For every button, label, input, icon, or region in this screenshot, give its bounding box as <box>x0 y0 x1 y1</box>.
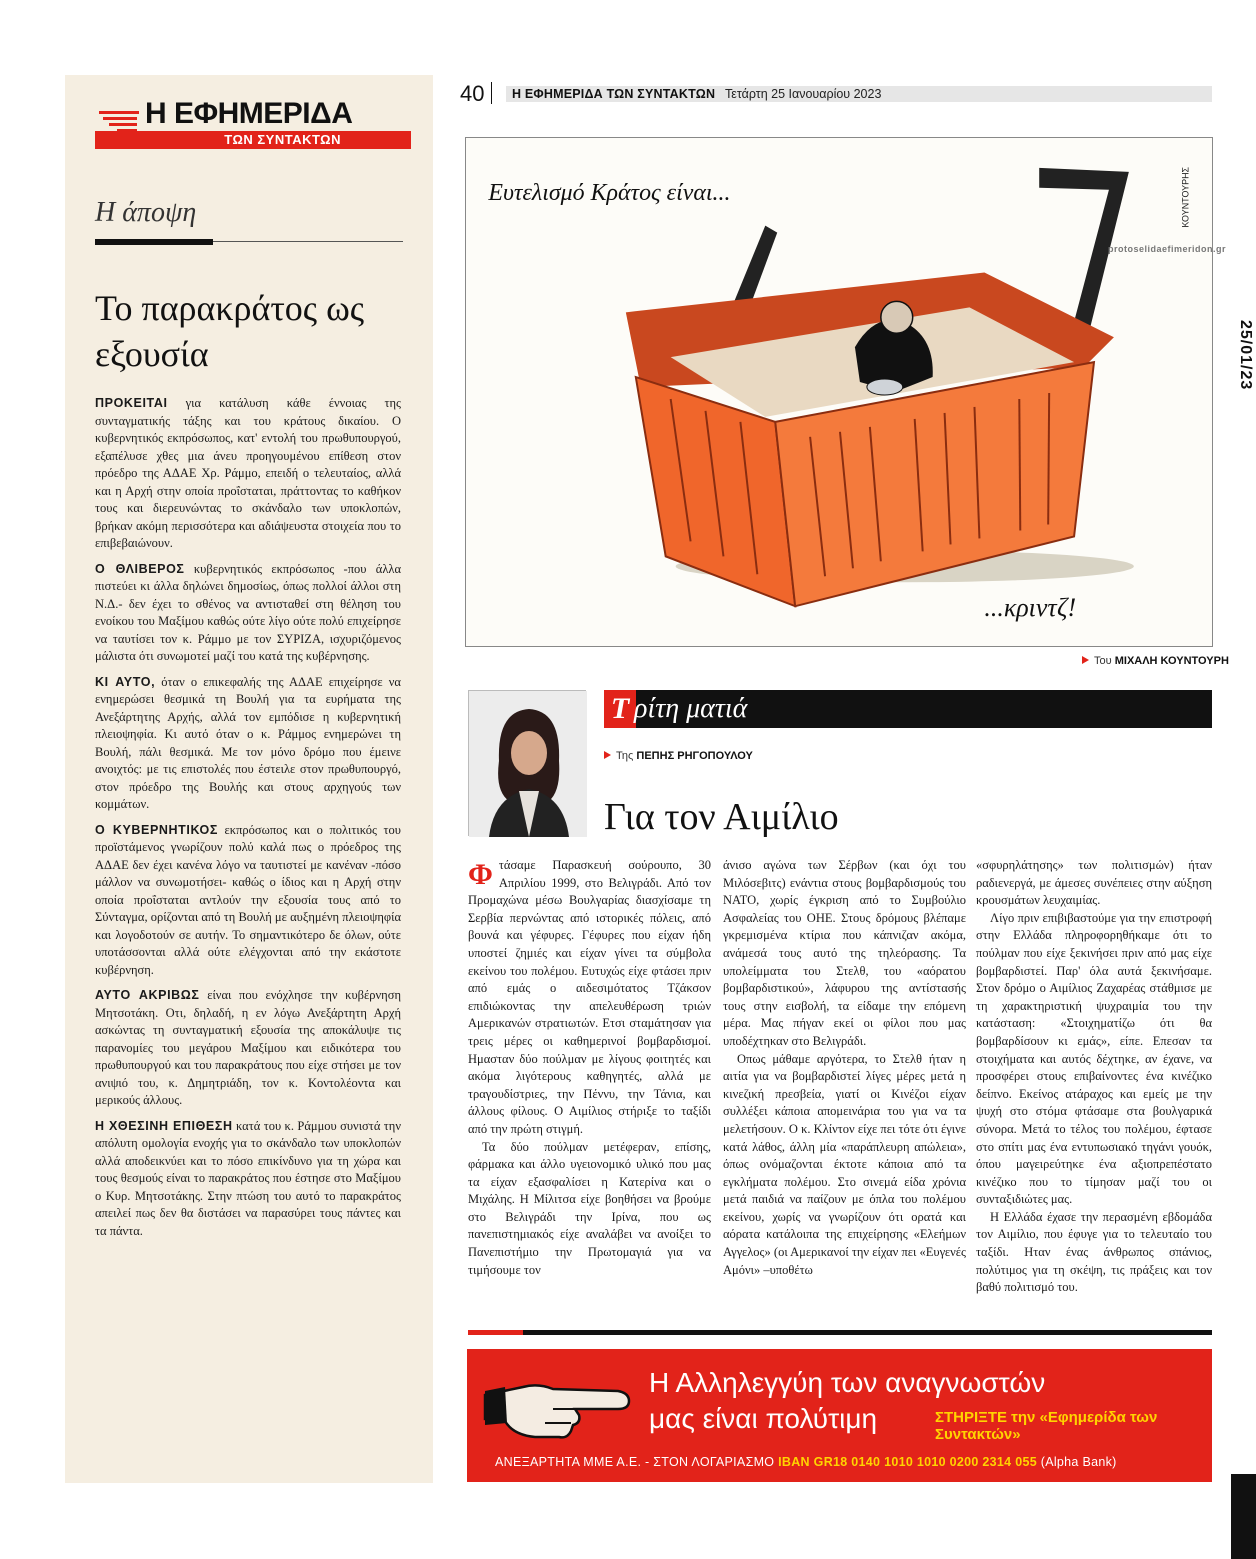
opinion-paragraph <box>95 822 401 980</box>
ad-account-line <box>495 1455 1117 1469</box>
article-paragraph: Η Ελλάδα έχασε την περασμένη εβδομάδα τον Αιμίλιο, που έφυγε για το τελευταίο του ταξίδι. Ηταν ένας άνθρωπος σπάνιος, πολύτιμος για τη σκέψη, τις πράξεις και τον βαθύ πολιτισμό του. <box>976 1209 1212 1295</box>
article-paragraph: Λίγο πριν επιβιβαστούμε για την επιστροφή στην Ελλάδα πληροφορηθήκαμε ότι το πούλμαν που είχε ξεκινήσει πριν από μας είχε βομβαρδιστεί. Παρ' όλα αυτά ξεκινήσαμε. Στον δρόμο ο Αιμίλιος Ζαχαρέας στάθμισε με τη χαρακτηριστική ψυχραιμία του την κατάσταση: «Στοιχηματίζω ότι θα βομβαρδίσουν κι εμάς», είπε. Επεσαν τα στοιχήματα και αυτός δέχτηκε, αν έχανε, να προσφέρει στους επιβαίνοντες ένα κινέζικο δείπνο. Εκείνος ατάραχος και εμείς με την ψυχή στο στόμα φτάσαμε στα βουλγαρικά σύνορα. Μετά το τέλος του πολέμου, έφτασε στο σπίτι μας ένα εντυπωσιακό τηγάνι γουόκ, όπου μαγειρεύτηκε ένα αξιοπρεπέστατο κινέζικο που το τίμησαν μαζί του οι συνταξιδιώτες μας. <box>976 910 1212 1207</box>
ad-title: Η Αλληλεγγύη των αναγνωστών <box>649 1367 1046 1398</box>
author-photo <box>468 690 586 836</box>
paragraph-lead: Ο ΚΥΒΕΡΝΗΤΙΚΟΣ <box>95 822 218 837</box>
header-date: Τετάρτη 25 Ιανουαρίου 2023 <box>725 87 882 101</box>
paragraph-lead: ΠΡΟΚΕΙΤΑΙ <box>95 396 168 410</box>
section-label: Η άποψη <box>95 197 197 228</box>
article-paragraph: Οπως μάθαμε αργότερα, το Στελθ ήταν η αιτία για να βομβαρδιστεί λίγες μέρες μετά η κινεζική πρεσβεία, γιατί οι Κινέζοι είχαν συλλέξει κάποια απομεινάρια του για να τα μελετήσουν. Ο κ. Κλίντον είχε πει τότε ότι έγινε κατά λάθος, άλλη μία «παράπλευρη απώλεια», όπως ονόμαζονται έκτοτε κάποια από τα εγκλήματα πολέμου. Στο σινεμά είδα χρόνια μετά παιδιά να παίζουν με όπλα του πολέμου εκείνου, χωρίς να γνωρίζουν ότι ορατά και αόρατα κατάλοιπα της επιχείρησης «Ελεήμων Αγγελος» (οι Αμερικανοί την είχαν πει «Ευγενές Αμόνι» –υποθέτω <box>723 1051 966 1277</box>
edge-date-text: 25/01/23 <box>1237 320 1254 391</box>
paragraph-text: κατά του κ. Ράμμου συνιστά την απόλυτη ομολογία ενοχής για το σκάνδαλο των υποκλοπών αλλά αποδεικνύει και το πόσο επικίνδυνο για τη χώρα και τους θεσμούς είναι το παρακράτος που έστησε στο Μαξίμου ο Κυρ. Μητσοτάκης. Στην πτώση του αυτό το παρακράτος απειλεί πως δεν θα διστάσει να παρασύρει τους πάντες και τα πάντα. <box>95 1118 401 1238</box>
author-portrait-icon <box>469 691 587 837</box>
paragraph-lead: ΚΙ ΑΥΤΟ, <box>95 674 156 689</box>
article-paragraph: Τα δύο πούλμαν μετέφεραν, επίσης, φάρμακα και άλλο υγειονομικό υλικό που μας τα είχαν εξασφαλίσει η Κατερίνα και ο Μιχάλης. Η Μίλιτσα είχε βοηθήσει να βρούμε στο Βελιγράδι την Ιρίνα, που ως πανεπιστημιακός είχε αναλάβει να ανοίξει το Πανεπιστήμιο την Πρωτομαγιά για να τιμήσουμε τον <box>468 1139 711 1277</box>
triangle-icon <box>604 751 611 759</box>
solidarity-banner[interactable] <box>467 1349 1212 1482</box>
opinion-paragraph <box>95 987 401 1110</box>
article-column-3 <box>976 857 1212 1297</box>
column-title: ρίτη ματιά <box>634 693 748 724</box>
paragraph-lead: Η ΧΘΕΣΙΝΗ ΕΠΙΘΕΣΗ <box>95 1118 233 1133</box>
byline-name: ΠΕΠΗΣ ΡΗΓΟΠΟΥΛΟΥ <box>636 750 753 762</box>
ad-rule <box>523 1330 1212 1335</box>
edge-date <box>1226 320 1256 440</box>
cartoon-drawing <box>466 138 1212 646</box>
page-number: 40 <box>460 81 485 106</box>
article-column-1 <box>468 857 711 1279</box>
paragraph-text: για κατάλυση κάθε έννοιας της συνταγματικής τάξης και του κράτους δικαίου. Ο κυβερνητικός εκπρόσωπος, κατ' εντολή του πρωθυπουργού, εξαπέλυσε χθες μια άνευ προηγουμένου επίθεση στον πρόεδρο της ΑΔΑΕ Χρ. Ράμμο, επειδή ο τελευταίος, αλλά και η Αρχή στην οποία προΐσταται, πράττοντας το καθήκον τους και διερευνώντας το σκάνδαλο των υποκλοπών, βρήκαν ακόμη περισσότερα και αδιάψευστα στοιχεία που το επιβεβαιώνουν. <box>95 396 401 550</box>
header-paper-name: Η ΕΦΗΜΕΡΙΔΑ ΤΩΝ ΣΥΝΤΑΚΤΩΝ <box>512 87 716 101</box>
ad-rule-accent <box>468 1330 523 1335</box>
paragraph-lead: ΑΥΤΟ ΑΚΡΙΒΩΣ <box>95 988 200 1002</box>
ad-bank-name: (Alpha Bank) <box>1040 1455 1117 1469</box>
article-paragraph <box>468 857 711 1139</box>
paragraph-text: εκπρόσωπος και ο πολιτικός του προϊστάμενος γνωρίζουν πολύ καλά πως ο πρόεδρος της ΑΔΑΕ δεν έχει κανένα λόγο να ταυτιστεί με κανέναν -πόσο μάλλον να συνωμοτήσει- καθώς ο ίδιος και η Αρχή στην οποία προΐσταται αντλούν την εξουσία τους από το Σύνταγμα, ορίζονται από τη Βουλή με αυξημένη πλειοψηφία και λογοδοτούν σε αυτήν. Το σημαντικότερο δε όλων, ούτε υποτάσσονται αλλά ούτε ελέγχονται από την εκάστοτε κυβέρνηση. <box>95 822 401 977</box>
paragraph-text: όταν ο επικεφαλής της ΑΔΑΕ επιχείρησε να ενημερώσει θεσμικά τη Βουλή για τα ευρήματα της Ανεξάρτητης Αρχής, αλλά τον εμπόδισε η κυβερνητική πλειοψηφία. Κι αυτό όταν ο κ. Ράμμος ενημερώνει τη Βουλή, πάλι θεσμικά. Με τον μόνο δρόμο που έμεινε ανοιχτός: με τις επιστολές που έστειλε στον πρωθυπουργό, στον πρόεδρο της Βουλής και στους αρχηγούς των κομμάτων. <box>95 674 401 811</box>
cartoon <box>465 137 1213 647</box>
cartoon-caption-top: Ευτελισμό Κράτος είναι... <box>488 179 731 206</box>
credit-name: ΜΙΧΑΛΗ ΚΟΥΝΤΟΥΡΗ <box>1114 655 1229 667</box>
credit-prefix: Του <box>1094 655 1112 667</box>
paragraph-text: είναι που ενόχλησε την κυβέρνηση Μητσοτάκη. Οτι, δηλαδή, η εν λόγω Ανεξάρτητη Αρχή ασκώντας τη συνταγματική εξουσία της αποκάλυψε τις παρανομίες του μεγάρου Μαξίμου και ειδικότερα του πρωθυπουργού και του παρακράτους που είχε στήσει με τον ανιψιό του, κ. Δημητριάδη, τον κ. Κοντολέοντα και μερικούς άλλους. <box>95 988 401 1107</box>
byline <box>604 750 753 762</box>
article-title: Για τον Αιμίλιο <box>604 796 839 838</box>
newspaper-logo <box>93 97 413 149</box>
opinion-paragraph <box>95 674 401 814</box>
cartoon-caption-bottom: ...κριντζ! <box>984 593 1077 623</box>
pointing-hand-icon <box>483 1365 633 1445</box>
opinion-paragraph <box>95 1118 401 1241</box>
article-column-2 <box>723 857 966 1279</box>
ad-account-prefix: ΑΝΕΞΑΡΤΗΤΑ ΜΜΕ Α.Ε. - ΣΤΟΝ ΛΟΓΑΡΙΑΣΜΟ <box>495 1455 775 1469</box>
article-paragraph: «σφυρηλάτησης» των πολιτισμών) ήταν ραδιενεργά, με άμεσες συνέπειες στην αύξηση κρουσμάτων λευχαιμίας. <box>976 858 1212 908</box>
paragraph-lead: Ο ΘΛΙΒΕΡΟΣ <box>95 561 185 576</box>
watermark: protoselidaefimeridon.gr <box>1108 244 1227 254</box>
paragraph-text: κυβερνητικός εκπρόσωπος -που άλλα πιστεύει κι άλλα δηλώνει δημοσίως, όπως πολλοί άλλοι στη Ν.Δ.- δεν έχει το σθένος να αντισταθεί στη θέληση του ενοίκου του Μαξίμου καθώς ούτε λίγο ούτε πολύ επιχείρησε να ταυτίσει τον κ. Ράμμο με τον ΣΥΡΙΖΑ, ισχυριζόμενος μάλιστα ότι συνωμοτεί μαζί του κατά της κυβέρνησης. <box>95 561 401 663</box>
cartoon-credit <box>1082 655 1229 667</box>
logo-sub-text: ΤΩΝ ΣΥΝΤΑΚΤΩΝ <box>95 131 411 149</box>
opinion-title: Το παρακράτος ως εξουσία <box>95 288 365 374</box>
byline-prefix: Της <box>616 750 634 762</box>
cartoon-signature: ΚΟΥΝΤΟΥΡΗΣ <box>1180 166 1191 228</box>
logo-main-text: Η ΕΦΗΜΕΡΙΔΑ <box>145 97 353 130</box>
section-rule-accent <box>95 239 213 245</box>
ad-iban-number: GR18 0140 1010 1010 0200 2314 055 <box>813 1455 1037 1469</box>
triangle-icon <box>1082 656 1089 664</box>
drop-cap: Φ <box>468 858 493 891</box>
paragraph-text: τάσαμε Παρασκευή σούρουπο, 30 Απριλίου 1999, στο Βελιγράδι. Από τον Προμαχώνα μέσω Βουλγαρίας διασχίσαμε τη Σερβία περνώντας από ιστορικές πόλεις, από βουνά και γέφυρες. Γέφυρες που είχαν ήδη υποστεί ζημιές και είχαν γίνει τα σύμβολα εκείνου του πολέμου. Ευτυχώς είχε φτάσει πριν από εμάς ο αιδεσιμότατος Τζάκσον επιδιώκοντας την απελευθέρωση τριών Αμερικανών στρατιωτών. Ετσι σταμάτησαν για τρεις μέρες οι καθημερινοί βομβαρδισμοί. Ημασταν δύο πούλμαν με λίγους φοιτητές και ακόμα λιγότερους καθηγητές, αλλά με τραγουδίστριες, την Πέννυ, την Τάνια, και άλλους φίλους. Ο Αιμίλιος στήριξε το ταξίδι από την πρώτη στιγμή. <box>468 858 711 1136</box>
article-paragraph: άνισο αγώνα των Σέρβων (και όχι του Μιλόσεβιτς) ενάντια στους βομβαρδισμούς του ΝΑΤΟ, χωρίς έγκριση από το Συμβούλιο Ασφαλείας του ΟΗΕ. Στους δρόμους βλέπαμε γκρεμισμένα κτίρια που κάπνιζαν ακόμα, ανάμεσά τους αυτό της τηλεόρασης. Τα υπολείμματα του Στελθ, του «αόρατου βομβαρδιστικού», λάφυρου της αντίστασής τους στην εισβολή, τα είδαμε την επόμενη μέρα. Μας πήγαν εκεί οι φίλοι που μας υποδέχτηκαν στο Βελιγράδι. <box>723 858 966 1048</box>
opinion-paragraph <box>95 395 401 553</box>
ad-subtitle: μας είναι πολύτιμη <box>649 1403 878 1434</box>
edge-block <box>1231 1474 1256 1559</box>
ad-call-to-action[interactable]: ΣΤΗΡΙΞΤΕ την «Εφημερίδα των Συντακτών» <box>935 1409 1158 1443</box>
opinion-body <box>95 395 401 1248</box>
opinion-column <box>65 75 433 1483</box>
ad-iban-label: IBAN <box>778 1455 810 1469</box>
column-title-initial: Τ <box>604 690 636 728</box>
speed-lines-icon <box>99 109 139 131</box>
opinion-paragraph <box>95 561 401 666</box>
page-number-separator <box>491 82 492 104</box>
